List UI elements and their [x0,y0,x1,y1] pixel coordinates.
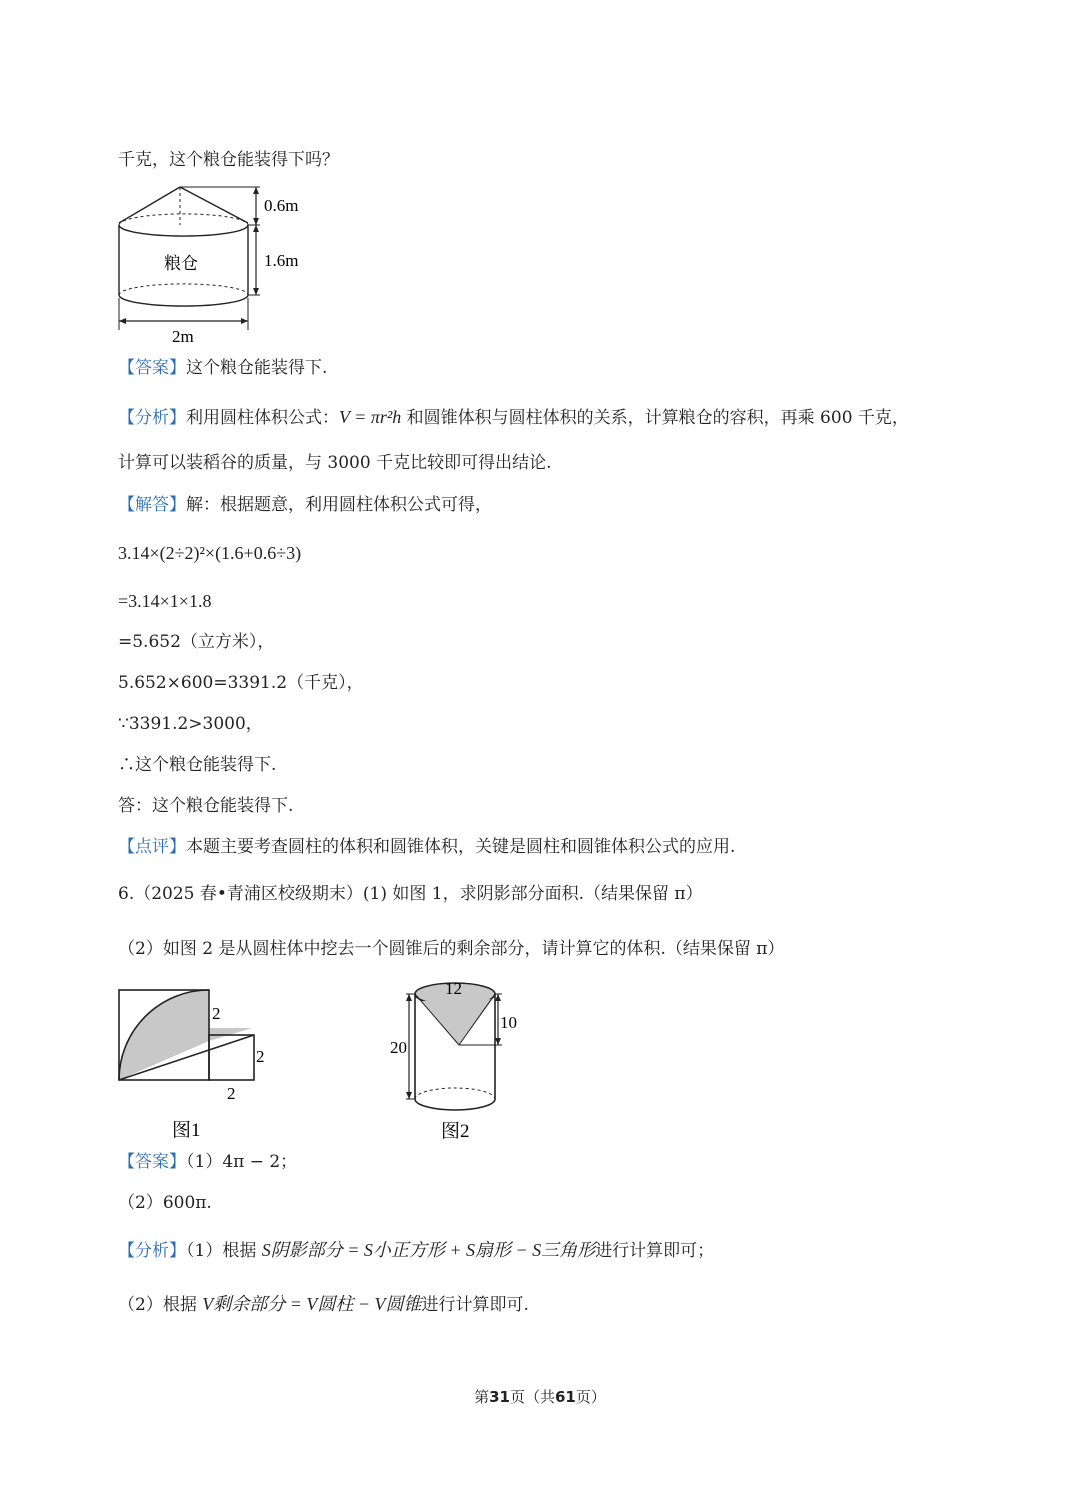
cylinder-height-label: 1.6m [264,251,299,270]
q6-analysis-line2: （2）根据 V剩余部分 = V圆柱 − V圆锥进行计算即可. [118,1294,529,1315]
q6-answer-line2: （2）600π. [118,1193,212,1213]
figure-1 [116,985,286,1145]
q6-question-line2: （2）如图 2 是从圆柱体中挖去一个圆锥后的剩余部分，请计算它的体积.（结果保留 π） [118,939,785,959]
q5-analysis-line2: 计算可以装稻谷的质量，与 3000 千克比较即可得出结论. [118,453,552,473]
fig2-cone-height-label: 10 [500,1013,517,1032]
page-footer: 第31页（共61页） [474,1388,606,1406]
final-answer: 答：这个粮仓能装得下. [118,796,294,816]
figure-2 [386,975,546,1145]
q5-solution-intro: 【解答】解：根据题意，利用圆柱体积公式可得， [118,495,492,515]
calc-step-4: 5.652×600=3391.2（千克）， [118,673,364,693]
fig1-right-side-label: 2 [256,1047,265,1066]
calc-step-3: =5.652（立方米）， [118,632,275,652]
fig1-bottom-side-label: 2 [227,1084,236,1103]
q6-analysis-line1: 【分析】（1）根据 S阴影部分 = S小正方形 + S扇形 − S三角形进行计算即可； [118,1240,715,1261]
q5-answer: 【答案】这个粮仓能装得下. [118,358,328,378]
calc-step-6: ∴这个粮仓能装得下. [118,755,277,775]
calc-step-5: ∵3391.2>3000， [118,714,263,734]
cone-height-label: 0.6m [264,196,299,215]
granary-figure [110,180,330,350]
fig1-top-side-label: 2 [212,1004,221,1023]
diameter-label: 2m [172,327,194,346]
calc-step-1: 3.14×(2÷2)²×(1.6+0.6÷3) [118,543,302,563]
page-total: 61 [555,1388,576,1406]
fig1-caption: 图1 [172,1120,201,1141]
page-number: 31 [489,1388,510,1406]
granary-label: 粮仓 [164,254,198,273]
q6-question-line1: 6.（2025 春•青浦区校级期末）(1) 如图 1，求阴影部分面积.（结果保留 π） [118,884,703,904]
fig2-diameter-label: 12 [445,979,462,998]
intro-text: 千克，这个粮仓能装得下吗？ [118,150,339,170]
fig2-caption: 图2 [441,1121,470,1142]
q5-review: 【点评】本题主要考查圆柱的体积和圆锥体积，关键是圆柱和圆锥体积公式的应用. [118,837,736,857]
fig2-cylinder-height-label: 20 [390,1038,407,1057]
q6-answer-line1: 【答案】（1）4π − 2； [118,1152,298,1172]
calc-step-2: =3.14×1×1.8 [118,591,212,611]
q5-analysis-line1: 【分析】利用圆柱体积公式：V = πr²h 和圆锥体积与圆柱体积的关系，计算粮仓的容积，再乘 600 千克， [118,407,909,428]
